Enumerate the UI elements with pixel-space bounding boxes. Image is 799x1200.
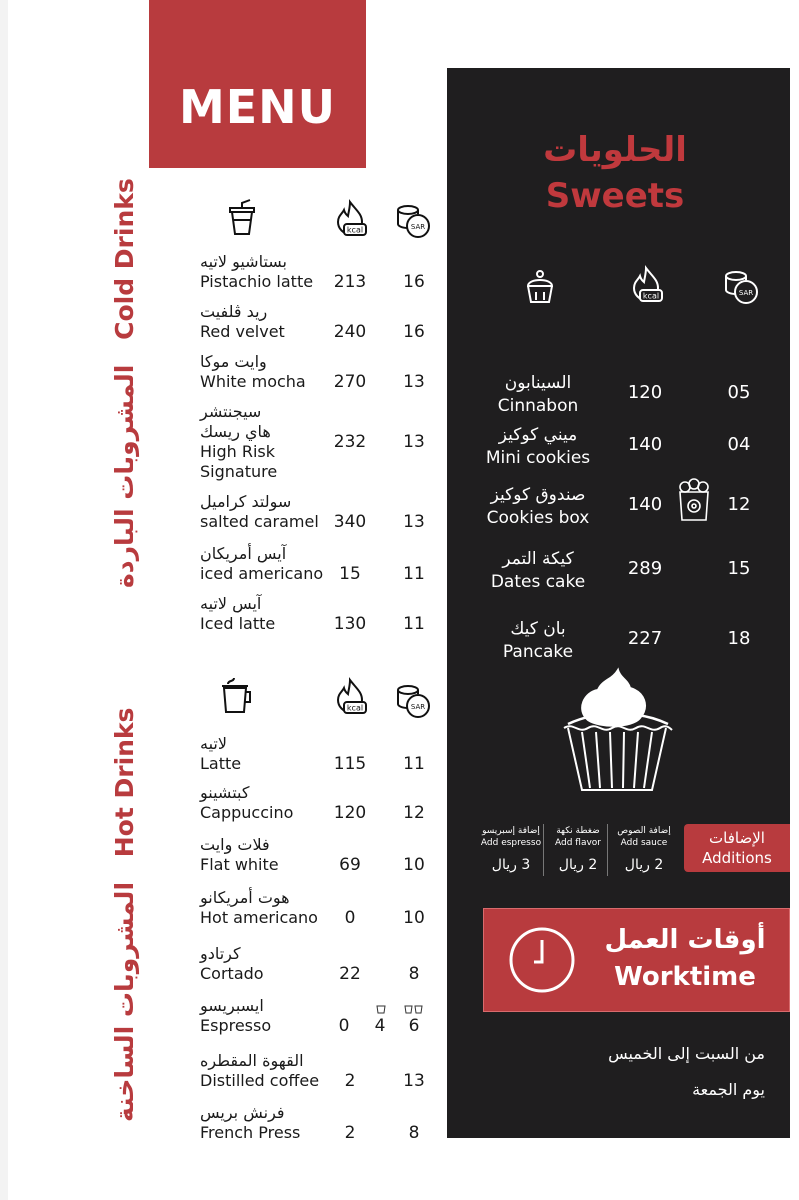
sweet-item: [463, 372, 613, 418]
item-name-ar: وايت موكا: [200, 352, 267, 371]
item-kcal: 0: [344, 908, 356, 928]
menu-title: MENU: [178, 80, 337, 134]
addition-name-en: Add sauce: [620, 838, 668, 848]
double-cup-icon: [404, 1000, 424, 1012]
menu-item: [200, 252, 313, 292]
svg-text:kcal: kcal: [346, 703, 364, 713]
item-name-en: iced americano: [200, 564, 324, 583]
item-name-ar: هوت أمريكانو: [200, 888, 290, 907]
item-name-ar: القهوة المقطره: [200, 1051, 304, 1070]
cup-icon: [222, 198, 262, 238]
item-name-en: Espresso: [200, 1016, 272, 1035]
item-price: 8: [408, 1123, 420, 1143]
cold-drinks-title-ar: المشروبات الباردة: [110, 364, 139, 588]
item-name-en: Cortado: [200, 964, 264, 983]
item-kcal: 0: [338, 1016, 350, 1036]
menu-item: [200, 402, 290, 482]
sweet-name-ar: صندوق كوكيز: [490, 485, 586, 505]
menu-item: [200, 302, 285, 342]
item-name-en: French Press: [200, 1123, 301, 1142]
item-name-en: Pistachio latte: [200, 272, 314, 291]
menu-item: [200, 835, 279, 875]
addition-price: 2 ريال: [558, 857, 598, 873]
sweet-kcal: 120: [627, 382, 663, 403]
kcal-icon: [626, 264, 666, 304]
hot-drinks-title: [109, 707, 141, 1130]
sweet-name-ar: بان كيك: [510, 619, 566, 639]
addition-name-ar: إضافة إسبريسو: [482, 826, 540, 836]
item-name-en: Distilled coffee: [200, 1071, 320, 1090]
item-kcal: 240: [333, 322, 367, 342]
item-kcal: 130: [333, 614, 367, 634]
menu-item: [200, 544, 323, 584]
item-name-en: salted caramel: [200, 512, 319, 531]
item-name-ar: كرتادو: [200, 944, 241, 963]
worktime-title-en: Worktime: [614, 962, 756, 992]
additions-badge: [684, 824, 790, 872]
item-kcal: 22: [339, 964, 361, 984]
addition-price: 3 ريال: [491, 857, 531, 873]
item-price-single: 4: [374, 1016, 386, 1036]
svg-text:kcal: kcal: [642, 291, 660, 301]
item-name-en: Iced latte: [200, 614, 276, 633]
item-price: 13: [403, 372, 425, 392]
item-kcal: 270: [333, 372, 367, 392]
item-kcal: 213: [333, 272, 367, 292]
item-name-ar: ايسبريسو: [200, 996, 264, 1015]
sweet-item: [463, 618, 613, 664]
cupcake-illustration: [560, 666, 675, 796]
cookie-box-icon: [676, 478, 712, 522]
item-name-ar: آيس أمريكان: [200, 544, 287, 563]
sweet-item: [463, 424, 613, 470]
sweet-price: 15: [727, 558, 751, 579]
sweet-name-ar: ميني كوكيز: [498, 425, 578, 445]
sweet-name-en: Cinnabon: [497, 396, 579, 416]
item-price: 10: [403, 908, 425, 928]
sweet-price: 04: [727, 434, 751, 455]
sar-coins-icon: [394, 680, 434, 720]
clock-icon: [508, 926, 576, 994]
sar-coins-icon: [722, 266, 762, 306]
sweet-name-ar: السينابون: [504, 373, 572, 393]
sweet-item: [463, 484, 613, 530]
item-name-ar: آيس لاتيه: [200, 594, 262, 613]
kcal-icon: [330, 676, 370, 716]
item-price: 16: [403, 322, 425, 342]
sweet-name-ar: كيكة التمر: [502, 549, 574, 569]
item-name-ar: فرنش بريس: [200, 1103, 285, 1122]
sweet-price: 18: [727, 628, 751, 649]
cold-drinks-title: [109, 178, 141, 596]
item-kcal: 120: [333, 803, 367, 823]
item-name-en: Cappuccino: [200, 803, 294, 822]
sweet-name-en: Cookies box: [486, 508, 590, 528]
kcal-icon: [330, 198, 370, 238]
addition-name-en: Add flavor: [554, 838, 601, 848]
item-name-ar: سولتد كراميل: [200, 492, 292, 511]
hot-drinks-title-ar: المشروبات الساخنة: [110, 881, 139, 1122]
item-name-ar: كبتشينو: [200, 783, 250, 802]
sweet-price: 05: [727, 382, 751, 403]
item-price: 10: [403, 855, 425, 875]
item-kcal: 232: [333, 432, 367, 452]
item-price: 11: [403, 564, 425, 584]
worktime-days-weekdays: من السبت إلى الخميس: [608, 1044, 765, 1063]
item-price: 13: [403, 512, 425, 532]
menu-item: [200, 492, 319, 532]
cupcake-icon: [520, 266, 560, 306]
sweet-price: 12: [727, 494, 751, 515]
sweet-kcal: 227: [627, 628, 663, 649]
item-price: 11: [403, 614, 425, 634]
item-kcal: 2: [344, 1123, 356, 1143]
item-name-en: Hot americano: [200, 908, 318, 927]
menu-item: [200, 996, 271, 1036]
hot-drinks-title-en: Hot Drinks: [110, 707, 139, 858]
cold-drinks-title-en: Cold Drinks: [110, 178, 139, 340]
menu-item: [200, 888, 318, 928]
item-price: 6: [408, 1016, 420, 1036]
sweets-title-ar: الحلويات: [543, 130, 687, 170]
sweet-item: [463, 548, 613, 594]
sar-coins-icon: [394, 200, 434, 240]
item-price: 11: [403, 754, 425, 774]
item-kcal: 69: [339, 855, 361, 875]
mug-icon: [216, 676, 256, 716]
menu-item: [200, 783, 293, 823]
item-price: 16: [403, 272, 425, 292]
worktime-title-ar: أوقات العمل: [604, 925, 766, 955]
item-price: 13: [403, 1071, 425, 1091]
page-edge: [0, 0, 8, 1200]
svg-text:SAR: SAR: [738, 289, 754, 297]
sweet-name-en: Dates cake: [490, 572, 586, 592]
sweet-kcal: 140: [627, 434, 663, 455]
item-kcal: 115: [333, 754, 367, 774]
worktime-days-friday: يوم الجمعة: [692, 1080, 765, 1099]
item-name-ar: سيجنتشر هاي ريسك: [200, 402, 271, 441]
item-name-ar: فلات وايت: [200, 835, 270, 854]
sweet-kcal: 289: [627, 558, 663, 579]
item-price: 13: [403, 432, 425, 452]
svg-text:SAR: SAR: [410, 223, 426, 231]
svg-text:kcal: kcal: [346, 225, 364, 235]
sweets-title-en: Sweets: [545, 176, 685, 216]
item-name-en: Red velvet: [200, 322, 285, 341]
menu-item: [200, 1051, 319, 1091]
item-kcal: 15: [339, 564, 361, 584]
svg-text:SAR: SAR: [410, 703, 426, 711]
additions-title-ar: الإضافات: [709, 829, 765, 847]
addition-name-en: Add espresso: [480, 838, 542, 848]
item-kcal: 2: [344, 1071, 356, 1091]
addition-name-ar: إضافة الصوص: [617, 826, 671, 836]
item-price: 8: [408, 964, 420, 984]
item-name-en: Flat white: [200, 855, 279, 874]
item-name-ar: ريد ڤلفيت: [200, 302, 268, 321]
sweet-name-en: Mini cookies: [485, 448, 591, 468]
item-name-en: High Risk Signature: [200, 442, 278, 481]
item-name-ar: لاتيه: [200, 734, 227, 753]
item-name-en: Latte: [200, 754, 242, 773]
addition-price: 2 ريال: [624, 857, 664, 873]
item-name-ar: بستاشيو لاتيه: [200, 252, 287, 271]
sweet-kcal: 140: [627, 494, 663, 515]
additions-title-en: Additions: [702, 849, 772, 867]
addition-name-ar: ضغطة نكهة: [556, 826, 600, 836]
menu-item: [200, 352, 306, 392]
item-kcal: 340: [333, 512, 367, 532]
menu-item: [200, 734, 241, 774]
single-cup-icon: [375, 1000, 387, 1012]
menu-item: [200, 1103, 300, 1143]
menu-item: [200, 594, 275, 634]
item-price: 12: [403, 803, 425, 823]
item-name-en: White mocha: [200, 372, 306, 391]
sweet-name-en: Pancake: [502, 642, 574, 662]
menu-item: [200, 944, 264, 984]
